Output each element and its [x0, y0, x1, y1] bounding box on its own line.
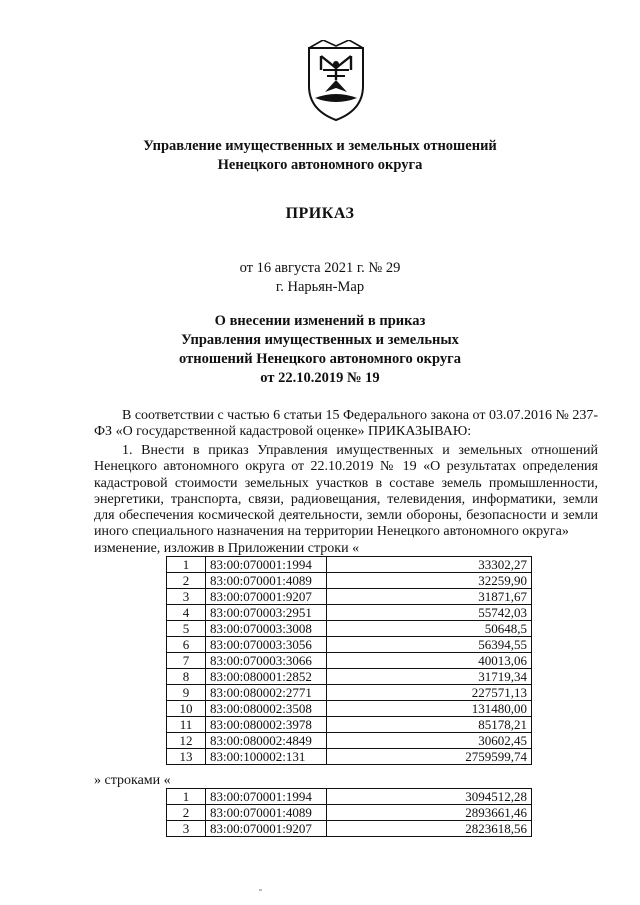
- cadastral-value: 2759599,74: [327, 749, 532, 765]
- row-number: 12: [167, 733, 206, 749]
- new-values-table: [166, 788, 532, 837]
- row-number: 1: [167, 789, 206, 805]
- table-row: [167, 805, 532, 821]
- row-number: 11: [167, 717, 206, 733]
- cadastral-value: 33302,27: [327, 557, 532, 573]
- cadastral-number: 83:00:070003:3066: [206, 653, 327, 669]
- org-line-2: Ненецкого автономного округа: [217, 157, 423, 173]
- cadastral-number: 83:00:070003:3008: [206, 621, 327, 637]
- row-number: 8: [167, 669, 206, 685]
- cadastral-value: 30602,45: [327, 733, 532, 749]
- table-row: [167, 573, 532, 589]
- row-number: 3: [167, 589, 206, 605]
- city: г. Нарьян-Мар: [275, 279, 365, 295]
- replacement-label: » строками «: [94, 773, 171, 788]
- table-row: [167, 589, 532, 605]
- table-row: [167, 717, 532, 733]
- cadastral-number: 83:00:070001:4089: [206, 573, 327, 589]
- table-row: [167, 557, 532, 573]
- cadastral-number: 83:00:070003:3056: [206, 637, 327, 653]
- cadastral-value: 55742,03: [327, 605, 532, 621]
- cadastral-number: 83:00:080002:3978: [206, 717, 327, 733]
- row-number: 3: [167, 821, 206, 837]
- cadastral-value: 50648,5: [327, 621, 532, 637]
- row-number: 5: [167, 621, 206, 637]
- order-date-number: от 16 августа 2021 г. № 29: [239, 260, 401, 276]
- cadastral-number: 83:00:080002:4849: [206, 733, 327, 749]
- row-number: 9: [167, 685, 206, 701]
- org-line-1: Управление имущественных и земельных отношений: [143, 138, 497, 154]
- cadastral-value: 56394,55: [327, 637, 532, 653]
- table-row: [167, 669, 532, 685]
- date-and-place: [0, 259, 640, 297]
- cadastral-value: 31871,67: [327, 589, 532, 605]
- cadastral-value: 227571,13: [327, 685, 532, 701]
- cadastral-number: 83:00:070001:1994: [206, 789, 327, 805]
- row-number: 7: [167, 653, 206, 669]
- subject-line-1: О внесении изменений в приказ: [214, 313, 426, 329]
- order-subject: [0, 312, 640, 388]
- subject-line-3: отношений Ненецкого автономного округа: [179, 351, 461, 367]
- cadastral-value: 131480,00: [327, 701, 532, 717]
- cadastral-number: 83:00:070001:9207: [206, 821, 327, 837]
- table-row: [167, 637, 532, 653]
- cadastral-number: 83:00:080002:2771: [206, 685, 327, 701]
- cadastral-number: 83:00:070001:9207: [206, 589, 327, 605]
- cadastral-value: 31719,34: [327, 669, 532, 685]
- item-1-text: 1. Внести в приказ Управления имущественных и земельных отношений Ненецкого автономного округа от 22.10.2019 № 19 «О результатах определения кадастровой стоимости земельных участков в составе земель промышленности, энергетики, транспорта, связи, радиовещания, телевидения, информатики, земли для обеспечения космической деятельности, земли обороны, безопасности и земли иного специального назначения на территории Ненецкого автономного округа»: [94, 443, 598, 540]
- row-number: 6: [167, 637, 206, 653]
- cadastral-number: 83:00:080002:3508: [206, 701, 327, 717]
- row-number: 10: [167, 701, 206, 717]
- row-number: 2: [167, 805, 206, 821]
- cadastral-value: 3094512,28: [327, 789, 532, 805]
- coat-of-arms-icon: [301, 40, 371, 122]
- row-number: 2: [167, 573, 206, 589]
- table-row: [167, 821, 532, 837]
- document-type: ПРИКАЗ: [285, 205, 355, 222]
- table-row: [167, 733, 532, 749]
- scan-speck: [259, 889, 262, 891]
- organization-name: [0, 137, 640, 175]
- table-row: [167, 789, 532, 805]
- cadastral-value: 32259,90: [327, 573, 532, 589]
- subject-line-2: Управления имущественных и земельных: [181, 332, 459, 348]
- cadastral-value: 2893661,46: [327, 805, 532, 821]
- table-row: [167, 621, 532, 637]
- cadastral-value: 2823618,56: [327, 821, 532, 837]
- row-number: 13: [167, 749, 206, 765]
- table-row: [167, 701, 532, 717]
- row-number: 1: [167, 557, 206, 573]
- cadastral-value: 40013,06: [327, 653, 532, 669]
- row-number: 4: [167, 605, 206, 621]
- cadastral-number: 83:00:070001:1994: [206, 557, 327, 573]
- cadastral-number: 83:00:070003:2951: [206, 605, 327, 621]
- cadastral-number: 83:00:100002:131: [206, 749, 327, 765]
- preamble-paragraph: [94, 408, 598, 441]
- cadastral-value: 85178,21: [327, 717, 532, 733]
- table-row: [167, 653, 532, 669]
- subject-line-4: от 22.10.2019 № 19: [260, 370, 380, 386]
- cadastral-number: 83:00:080001:2852: [206, 669, 327, 685]
- item-1-paragraph: [94, 443, 598, 557]
- cadastral-number: 83:00:070001:4089: [206, 805, 327, 821]
- table-row: [167, 685, 532, 701]
- item-1-ending: изменение, изложив в Приложении строки «: [94, 540, 360, 556]
- preamble-text: В соответствии с частью 6 статьи 15 Федерального закона от 03.07.2016 № 237-ФЗ «О государственной кадастровой оценке» ПРИКАЗЫВАЮ:: [94, 408, 598, 440]
- table-row: [167, 749, 532, 765]
- old-values-table: [166, 556, 532, 765]
- table-row: [167, 605, 532, 621]
